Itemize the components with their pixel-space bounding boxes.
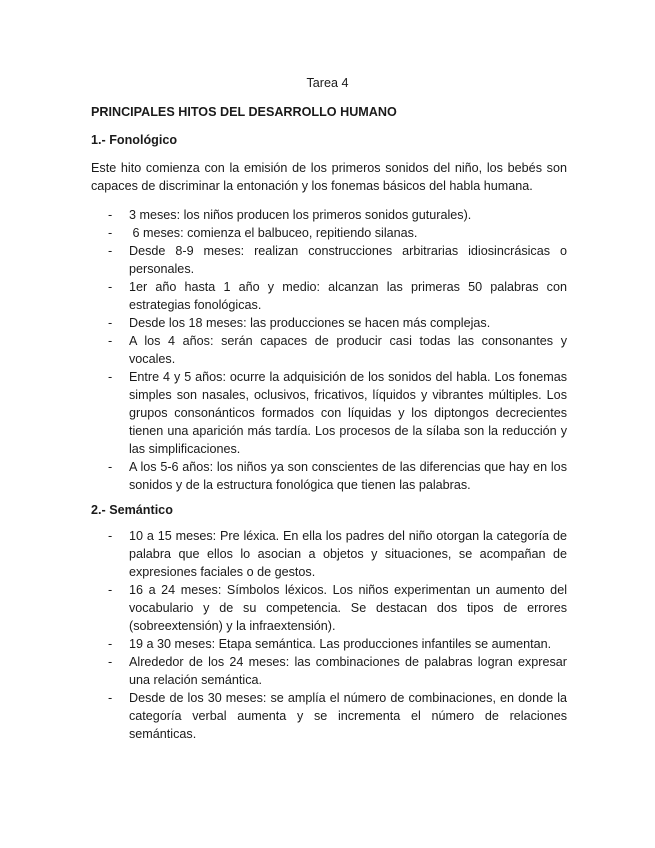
document-title: PRINCIPALES HITOS DEL DESARROLLO HUMANO [91,105,397,119]
list-item: - 1er año hasta 1 año y medio: alcanzan las primeras 50 palabras con estrategias fonológicas. [91,278,567,314]
list-item: - A los 5-6 años: los niños ya son conscientes de las diferencias que hay en los sonidos y de la estructura fonológica que tienen las palabras. [91,458,567,494]
section-heading-fonologico: 1.- Fonológico [91,133,178,147]
task-label: Tarea 4 [306,76,349,90]
list-item: - 10 a 15 meses: Pre léxica. En ella los padres del niño otorgan la categoría de palabra que ellos lo asocian a objetos y situaciones, se acompañan de expresiones faciales o de gestos. [91,527,567,581]
list-item: - Desde 8-9 meses: realizan construcciones arbitrarias idiosincrásicas o personales. [91,242,567,278]
list-item: - 3 meses: los niños producen los primeros sonidos guturales). [91,206,567,224]
section-intro-fonologico: Este hito comienza con la emisión de los primeros sonidos del niño, los bebés son capaces de discriminar la entonación y los fonemas básicos del habla humana. [91,161,567,193]
list-semantico [91,527,567,743]
list-item: - A los 4 años: serán capaces de producir casi todas las consonantes y vocales. [91,332,567,368]
list-item: - 16 a 24 meses: Símbolos léxicos. Los niños experimentan un aumento del vocabulario y de su competencia. Se destacan dos tipos de errores (sobreextensión) y la infraextensión). [91,581,567,635]
list-item: - Entre 4 y 5 años: ocurre la adquisición de los sonidos del habla. Los fonemas simples son nasales, oclusivos, fricativos, líquidos y vibrantes múltiples. Los grupos consonánticos formados con líquidas y los diptongos decrecientes tienen una aparición más tardía. Los procesos de la sílaba son la reducción y las simplificaciones. [91,368,567,458]
list-fonologico [91,206,567,494]
list-item: - Alrededor de los 24 meses: las combinaciones de palabras logran expresar una relación semántica. [91,653,567,689]
list-item: - 6 meses: comienza el balbuceo, repitiendo silanas. [91,224,567,242]
list-item: - Desde de los 30 meses: se amplía el número de combinaciones, en donde la categoría verbal aumenta y se incrementa el número de relaciones semánticas. [91,689,567,743]
section-heading-semantico: 2.- Semántico [91,503,173,517]
list-item: - Desde los 18 meses: las producciones se hacen más complejas. [91,314,567,332]
list-item: - 19 a 30 meses: Etapa semántica. Las producciones infantiles se aumentan. [91,635,567,653]
